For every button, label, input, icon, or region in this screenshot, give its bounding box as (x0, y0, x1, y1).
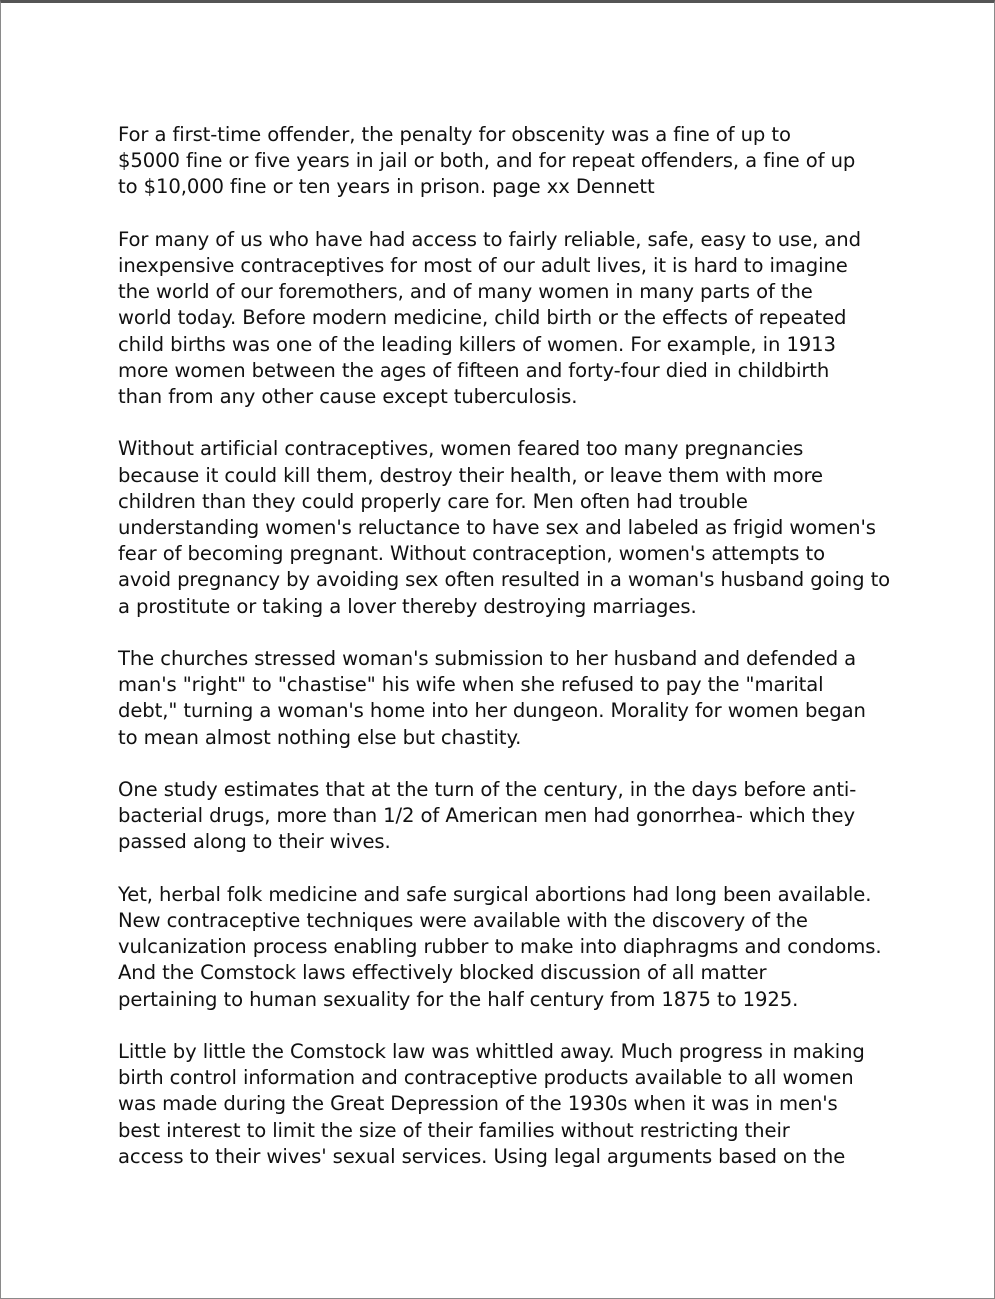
document-body (118, 122, 893, 1170)
paragraph-churches: The churches stressed woman's submission to her husband and defended a man's "right" to "chastise" his wife when she refused to pay the "marital debt," turning a woman's home into her dungeon. Morality for women began to mean almost nothing else but chastity. (118, 647, 866, 749)
paragraph-comstock-law: Little by little the Comstock law was whittled away. Much progress in making birth control information and contraceptive products available to all women was made during the Great Depression of the 1930s when it was in men's best interest to limit the size of their families without restricting their access to their wives' sexual services. Using legal arguments based on the (118, 1040, 865, 1168)
paragraph-folk-medicine: Yet, herbal folk medicine and safe surgical abortions had long been available. New contraceptive techniques were available with the discovery of the vulcanization process enabling rubber to make into diaphragms and condoms. And the Comstock laws effectively blocked discussion of all matter pertaining to human sexuality for the half century from 1875 to 1925. (118, 882, 882, 1011)
paragraph-penalty: For a first-time offender, the penalty for obscenity was a fine of up to $5000 fine or five years in jail or both, and for repeat offenders, a fine of up to $10,000 fine or ten years in prison. page xx Dennett (118, 123, 856, 199)
paragraph-contraceptives-access: For many of us who have had access to fairly reliable, safe, easy to use, and inexpensive contraceptives for most of our adult lives, it is hard to imagine the world of our foremothers, and of many women in many parts of the world today. Before modern medicine, child birth or the effects of repeated child births was one of the leading killers of women. For example, in 1913 more women between the ages of fifteen and forty-four died in childbirth than from any other cause except tuberculosis. (118, 227, 861, 409)
paragraph-gonorrhea-study: One study estimates that at the turn of the century, in the days before anti- bacterial drugs, more than 1/2 of American men had gonorrhea- which they passed along to their wives. (118, 778, 857, 854)
paragraph-fear-of-pregnancy: Without artificial contraceptives, women feared too many pregnancies because it could kill them, destroy their health, or leave them with more children than they could properly care for. Men often had trouble understanding women's reluctance to have sex and labeled as frigid women's fear of becoming pregnant. Without contraception, women's attempts to avoid pregnancy by avoiding sex often resulted in a woman's husband going to a prostitute or taking a lover thereby destroying marriages. (118, 437, 891, 618)
